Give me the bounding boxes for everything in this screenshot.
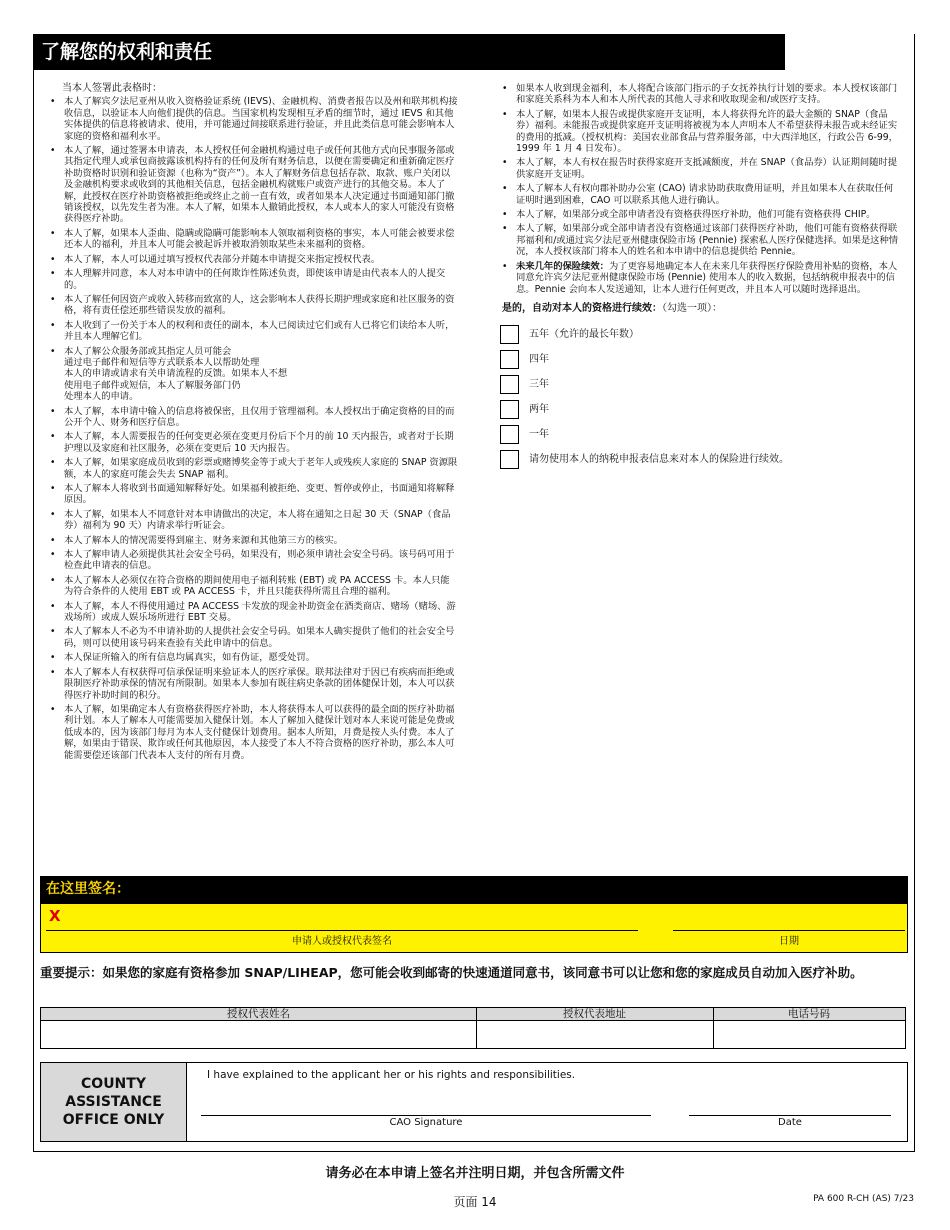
county-office-box [40,1062,908,1142]
cao-date-label: Date [778,1117,802,1128]
cao-date-line[interactable] [689,1115,891,1116]
form-id: PA 600 R-CH (AS) 7/23 [813,1194,914,1204]
intro-text: 当本人签署此表格时： [62,83,162,94]
list-item: • 本人了解任何因资产或收入转移而致富的人，这会影响本人获得长期护理或家庭和社区服务的资格，将有责任偿还那些错误发放的福利。 [48,294,458,317]
date-label: 日期 [779,936,799,947]
list-item: • 本人收到了一份关于本人的权利和责任的副本，本人已阅读过它们或有人已将它们读给本人听，并且本人理解它们。 [48,320,458,343]
list-item: • 本人了解，如果本人歪曲、隐瞒或隐瞒可能影响本人领取福利资格的事实，本人可能会被要求偿还本人的福利，并且本人可能会被起诉并被取消领取某些未来福利的资格。 [48,228,458,251]
sign-heading: 在这里签名： [40,876,908,903]
list-item: • 本人了解，如果家庭成员收到的彩票或赌博奖金等于或大于老年人或残疾人家庭的 SNAP 资源限额，本人的家庭可能会失去 SNAP 福利。 [48,457,458,480]
list-item: • 本人了解宾夕法尼亚州从收入资格验证系统 (IEVS)、金融机构、消费者报告以及州和联邦机构接收信息，以验证本人向他们提供的信息。当国家机构发现相互矛盾的细节时，通过 IEVS 和其他实体提供的信息将被请求、使用，并可能通过间接联系进行验证，并且此类信息可能会影响本人家庭的资格和福利水平。 [48,96,458,142]
list-item: • 本人了解，通过签署本申请表，本人授权任何金融机构通过电子或任何其他方式向民事服务部或其指定代理人或承包商披露该机构持有的任何及所有财务信息，以便在需要确定和重新确定医疗补助资格时识别和验证资源（也称为“资产”）。本人了解财务信息包括存款、取款、账户关闭以及金融机构要求或收到的其他相关信息，包括金融机构就账户或资产进行的其他交易。本人了解，此授权在医疗补助资格被拒绝或终止之前一直有效，或者如果本人决定通过书面通知部门撤销该授权，以先发生者为准。本人了解，如果本人撤销此授权，本人或本人的家人可能没有资格获得医疗补助。 [48,145,458,225]
list-item: • 本人了解，如果本人不同意针对本申请做出的决定，本人将在通知之日起 30 天（SNAP（食品券）福利为 90 天）内请求举行听证会。 [48,509,458,532]
authorized-rep-table [40,1007,906,1049]
list-item: • 本人了解申请人必须提供其社会安全号码，如果没有，则必须申请社会安全号码。该号码可用于检查此申请表的信息。 [48,549,458,572]
option-label: 三年 [529,379,549,391]
checkbox[interactable] [500,400,519,419]
renewal-option[interactable] [500,422,900,447]
left-column [48,83,458,764]
signature-x-mark: X [49,907,61,925]
page-number: 页面 14 [453,1195,497,1209]
renewal-option[interactable] [500,322,900,347]
list-item [500,261,900,295]
list-item: • 本人了解本人有权获得可信承保证明来验证本人的医疗承保。联邦法律对于因已有疾病而拒绝或限制医疗补助承保的情况有所限制。如果本人参加有既往病史条款的团体健保计划，本人可以获得医疗补助时间的积分。 [48,667,458,701]
list-item: • 本人了解，本人需要报告的任何变更必须在变更月份后下个月的前 10 天内报告，或者对于长期护理以及家庭和社区服务，必须在变更后 10 天内报告。 [48,431,458,454]
list-item: • 如果本人收到现金福利，本人将配合该部门指示的子女抚养执行计划的要求。本人授权该部门和家庭关系科为本人和本人所代表的其他人寻求和收取现金和/或医疗支持。 [500,83,900,106]
checkbox[interactable] [500,450,519,469]
list-item: • 本人理解并同意，本人对本申请中的任何欺诈性陈述负责，即使该申请是由代表本人的人提交的。 [48,268,458,291]
list-item: • 本人了解本人的情况需要得到雇主、财务来源和其他第三方的核实。 [48,535,458,546]
renewal-option[interactable] [500,447,900,472]
checkbox[interactable] [500,375,519,394]
rep-address-header: 授权代表地址 [476,1008,713,1021]
list-item: • 本人了解，本申请中输入的信息将被保密，且仅用于管理福利。本人授权出于确定资格的目的而公开个人、财务和医疗信息。 [48,406,458,429]
cao-statement: I have explained to the applicant her or his rights and responsibilities. [207,1069,576,1081]
list-item: • 本人了解，如果部分或全部申请者没有资格获得医疗补助，他们可能有资格获得 CHIP。 [500,209,900,220]
column-divider [713,1008,714,1049]
cao-signature-label: CAO Signature [389,1117,463,1128]
renewal-question-lead: 是的，自动对本人的资格进行续效： [502,302,662,314]
option-label: 两年 [529,404,549,416]
right-bullet-list [500,83,900,258]
list-item: • 本人了解本人有权向郡补助办公室 (CAO) 请求协助获取费用证明，并且如果本人在获取任何证明时遇到困难，CAO 可以联系其他人进行确认。 [500,183,900,206]
left-bullet-list [48,96,458,761]
rep-phone-header: 电话号码 [713,1008,905,1021]
signature-line[interactable] [46,930,638,931]
rep-address-field[interactable] [476,1021,713,1049]
county-label-line: ASSISTANCE [65,1094,162,1110]
list-item: • 本人了解，如果部分或全部申请者没有资格通过该部门获得医疗补助，他们可能有资格获得联邦福利和/或通过宾夕法尼亚州健康保险市场 (Pennie) 探索私人医疗保健选择。如果是这种情况，本人授权该部门将本人的姓名和本申请中的信息提供给 Pennie。 [500,223,900,257]
signature-label: 申请人或授权代表签名 [292,936,392,947]
county-label-line: OFFICE ONLY [62,1112,165,1128]
renewal-options [500,322,900,472]
checkbox[interactable] [500,325,519,344]
renewal-question-hint: （勾选一项）： [662,302,722,314]
renewal-option[interactable] [500,347,900,372]
must-sign-notice: 请务必在本申请上签名并注明日期，并包含所需文件 [325,1166,625,1181]
list-item: • 本人了解，本人可以通过填写授权代表部分并随本申请提交来指定授权代表。 [48,254,458,265]
checkbox[interactable] [500,350,519,369]
renewal-bullet [500,261,900,295]
list-item: • 本人保证所输入的所有信息均属真实，如有伪证，愿受处罚。 [48,652,458,663]
list-item: • 本人了解，本人有权在报告时获得家庭开支抵减额度，并在 SNAP（食品券）认证期间随时提供家庭开支证明。 [500,157,900,180]
renewal-text: 为了更容易地确定本人在未来几年获得医疗保险费用补贴的资格，本人同意允许宾夕法尼亚州健康保险市场 (Pennie) 使用本人的收入数据，包括纳税申报表中的信息。Pennie 会向本人发送通知，让本人进行任何更改，并且本人可以随时选择退出。 [516,260,898,295]
frame-corner [785,34,915,70]
column-divider [476,1008,477,1049]
renewal-lead: 未来几年的保险续效： [516,260,609,272]
county-label-line: COUNTY [81,1076,146,1092]
list-item: • 本人了解公众服务部或其指定人员可能会 通过电子邮件和短信等方式联系本人以帮助处理 本人的申请或请求有关申请流程的反馈。如果本人不想 使用电子邮件或短信，本人了解服务部门仍 处理本人的申请。 [48,346,458,403]
option-label: 五年（允许的最长年数） [529,329,639,341]
list-item: • 本人了解，本人不得使用通过 PA ACCESS 卡发放的现金补助资金在酒类商店、赌场（赌场、游戏场所）或成人娱乐场所进行 EBT 交易。 [48,601,458,624]
cao-signature-line[interactable] [201,1115,651,1116]
list-item: • 本人了解本人不必为不申请补助的人提供社会安全号码。如果本人确实提供了他们的社会安全号码，则可以使用该号码来查验有关此申请中的信息。 [48,626,458,649]
option-label: 一年 [529,429,549,441]
date-line[interactable] [673,930,905,931]
option-label: 四年 [529,354,549,366]
renewal-option[interactable] [500,372,900,397]
renewal-option[interactable] [500,397,900,422]
county-office-label [41,1063,187,1141]
section-title: 了解您的权利和责任 [33,34,785,70]
list-item: • 本人了解，如果本人报告或提供家庭开支证明，本人将获得允许的最大金额的 SNAP（食品券）福利。未能报告或提供家庭开支证明将被视为本人声明本人不希望获得未报告或未经证实的费用的抵减。（授权机构：美国农业部食品与营养服务部，中大西洋地区，行政公告 6-99，1999 年 1 月 4 日发布）。 [500,109,900,155]
renewal-question [502,303,900,314]
right-column [500,83,900,472]
option-label: 请勿使用本人的纳税申报表信息来对本人的保险进行续效。 [529,454,789,466]
important-notice: 重要提示：如果您的家庭有资格参加 SNAP/LIHEAP，您可能会收到邮寄的快速通道同意书，该同意书可以让您和您的家庭成员自动加入医疗补助。 [40,965,863,980]
list-item: • 本人了解本人必须仅在符合资格的期间使用电子福利转账 (EBT) 或 PA ACCESS 卡。本人只能为符合条件的人使用 EBT 或 PA ACCESS 卡，并且只能获得所需且合理的福利。 [48,575,458,598]
rep-name-field[interactable] [41,1021,476,1049]
checkbox[interactable] [500,425,519,444]
list-item: • 本人了解，如果确定本人有资格获得医疗补助，本人将获得本人可以获得的最全面的医疗补助福利计划。本人了解本人可能需要加入健保计划。本人了解加入健保计划对本人来说可能是免费或低成本的，因为该部门每月为本人支付健保计划费用。据本人所知，月费是按人头付费。本人了解，如果由于错误、欺诈或任何其他原因，本人接受了本人不符合资格的医疗补助，那么本人可能需要偿还该部门代表本人支付的所有月费。 [48,704,458,761]
signature-area[interactable] [40,903,908,953]
rep-phone-field[interactable] [713,1021,905,1049]
rep-name-header: 授权代表姓名 [41,1008,476,1021]
list-item: • 本人了解本人将收到书面通知解释好处。如果福利被拒绝、变更、暂停或停止，书面通知将解释原因。 [48,483,458,506]
